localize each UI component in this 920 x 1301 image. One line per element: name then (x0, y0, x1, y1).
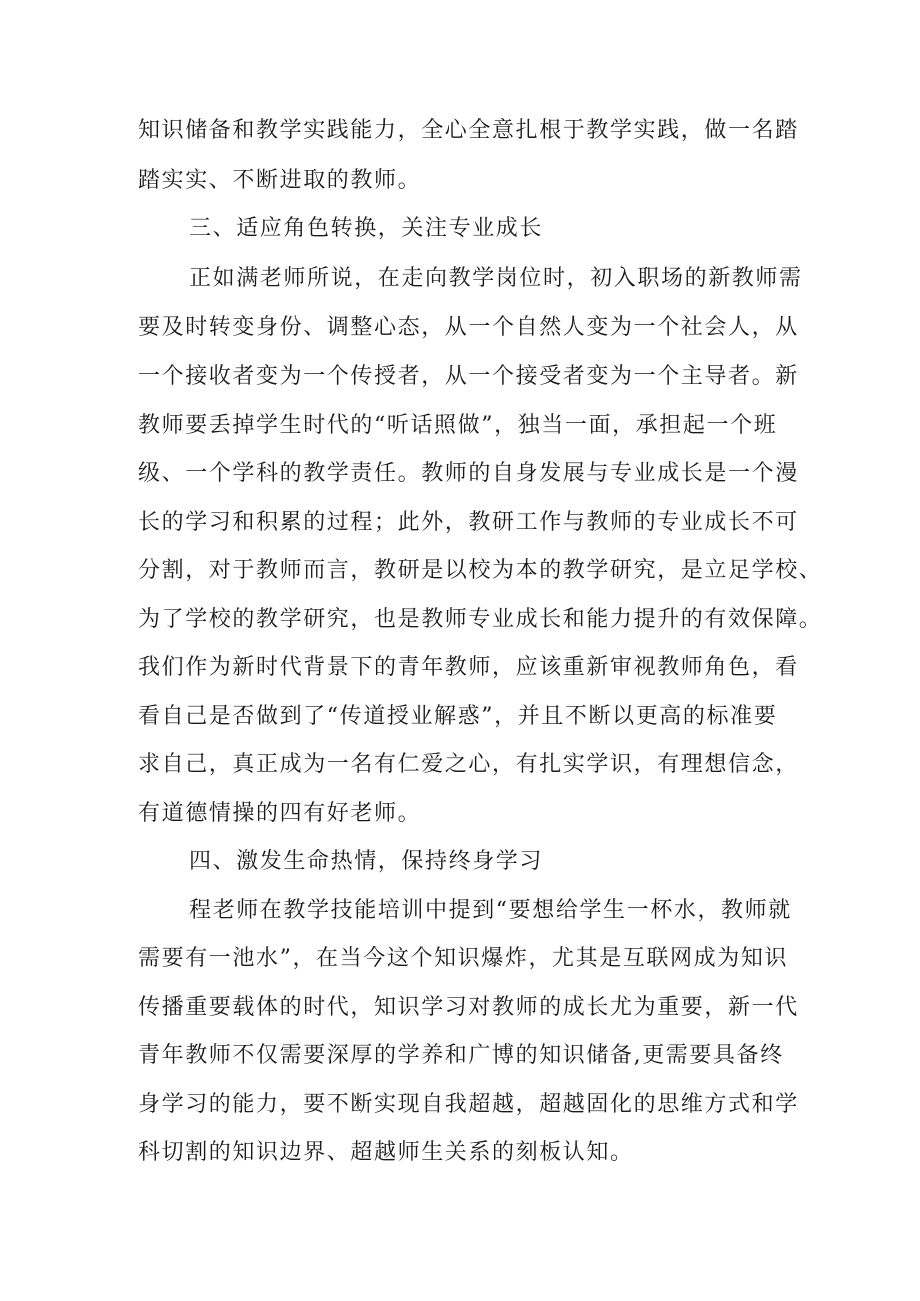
paragraph-line: 分割，对于教师而言，教研是以校为本的教学研究，是立足学校、 (138, 558, 823, 583)
paragraph-line: 科切割的知识边界、超越师生关系的刻板认知。 (138, 1140, 634, 1165)
paragraph-line: 一个接收者变为一个传授者，从一个接受者变为一个主导者。新 (138, 364, 799, 389)
paragraph-line: 正如满老师所说，在走向教学岗位时，初入职场的新教师需 (189, 266, 803, 291)
paragraph-line: 教师要丢掉学生时代的“听话照做”，独当一面，承担起一个班 (138, 413, 778, 438)
paragraph-line: 青年教师不仅需要深厚的学养和广博的知识储备,更需要具备终 (138, 1043, 784, 1068)
paragraph-line: 求自己，真正成为一名有仁爱之心，有扎实学识，有理想信念， (138, 752, 799, 777)
paragraph-line: 踏实实、不断进取的教师。 (138, 168, 422, 193)
paragraph-line: 知识储备和教学实践能力，全心全意扎根于教学实践，做一名踏 (138, 118, 799, 143)
paragraph-line: 需要有一池水”，在当今这个知识爆炸，尤其是互联网成为知识 (138, 946, 789, 971)
paragraph-line: 看自己是否做到了“传道授业解惑”，并且不断以更高的标准要 (138, 704, 778, 729)
paragraph-line: 身学习的能力，要不断实现自我超越，超越固化的思维方式和学 (138, 1092, 799, 1117)
section-heading-4: 四、激发生命热情，保持终身学习 (189, 849, 544, 874)
paragraph-line: 程老师在教学技能培训中提到“要想给学生一杯水，教师就 (189, 898, 792, 923)
paragraph-line: 要及时转变身份、调整心态，从一个自然人变为一个社会人，从 (138, 315, 799, 340)
paragraph-line: 我们作为新时代背景下的青年教师，应该重新审视教师角色，看 (138, 655, 799, 680)
paragraph-line: 有道德情操的四有好老师。 (138, 801, 422, 826)
section-heading-3: 三、适应角色转换，关注专业成长 (189, 216, 544, 241)
paragraph-line: 长的学习和积累的过程；此外，教研工作与教师的专业成长不可 (138, 510, 799, 535)
paragraph-line: 为了学校的教学研究，也是教师专业成长和能力提升的有效保障。 (138, 607, 823, 632)
paragraph-line: 级、一个学科的教学责任。教师的自身发展与专业成长是一个漫 (138, 461, 799, 486)
paragraph-line: 传播重要载体的时代，知识学习对教师的成长尤为重要，新一代 (138, 995, 799, 1020)
